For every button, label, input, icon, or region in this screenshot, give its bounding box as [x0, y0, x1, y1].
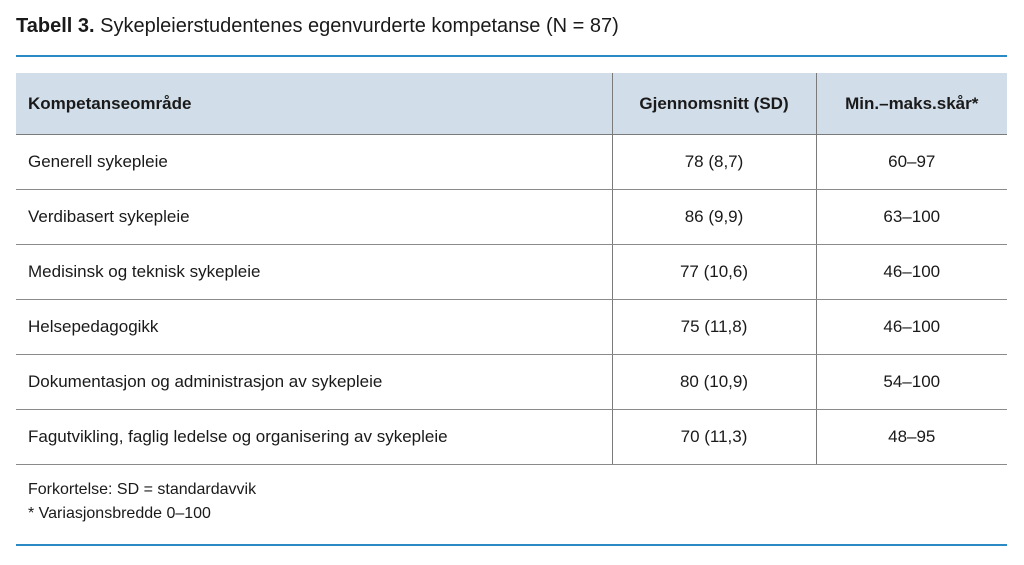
mean-cell: 78 (8,7): [612, 135, 816, 190]
header-mean: Gjennomsnitt (SD): [612, 73, 816, 135]
header-row: [16, 73, 1007, 135]
area-cell: Dokumentasjon og administrasjon av sykepleie: [16, 355, 612, 410]
range-cell: 63–100: [816, 190, 1007, 245]
range-cell: 46–100: [816, 245, 1007, 300]
table-caption: [16, 12, 619, 40]
top-rule: [16, 55, 1007, 57]
table-row: [16, 410, 1007, 465]
mean-cell: 75 (11,8): [612, 300, 816, 355]
table-row: [16, 135, 1007, 190]
area-cell: Generell sykepleie: [16, 135, 612, 190]
header-area: Kompetanseområde: [16, 73, 612, 135]
range-cell: 46–100: [816, 300, 1007, 355]
bottom-rule: [16, 544, 1007, 546]
mean-cell: 80 (10,9): [612, 355, 816, 410]
header-range: Min.–maks.skår*: [816, 73, 1007, 135]
area-cell: Fagutvikling, faglig ledelse og organisering av sykepleie: [16, 410, 612, 465]
mean-cell: 77 (10,6): [612, 245, 816, 300]
range-footnote: * Variasjonsbredde 0–100: [28, 505, 211, 522]
table-row: [16, 355, 1007, 410]
table-row: [16, 245, 1007, 300]
area-cell: Helsepedagogikk: [16, 300, 612, 355]
area-cell: Verdibasert sykepleie: [16, 190, 612, 245]
range-cell: 54–100: [816, 355, 1007, 410]
table-label: Tabell 3.: [16, 15, 95, 37]
abbreviation-note: Forkortelse: SD = standardavvik: [28, 481, 257, 498]
mean-cell: 86 (9,9): [612, 190, 816, 245]
area-cell: Medisinsk og teknisk sykepleie: [16, 245, 612, 300]
table-row: [16, 190, 1007, 245]
competence-table: [16, 73, 1007, 465]
mean-cell: 70 (11,3): [612, 410, 816, 465]
table-title: Sykepleierstudentenes egenvurderte kompetanse (N = 87): [94, 15, 619, 37]
table-row: [16, 300, 1007, 355]
range-cell: 48–95: [816, 410, 1007, 465]
range-cell: 60–97: [816, 135, 1007, 190]
table-notes: [28, 478, 256, 526]
